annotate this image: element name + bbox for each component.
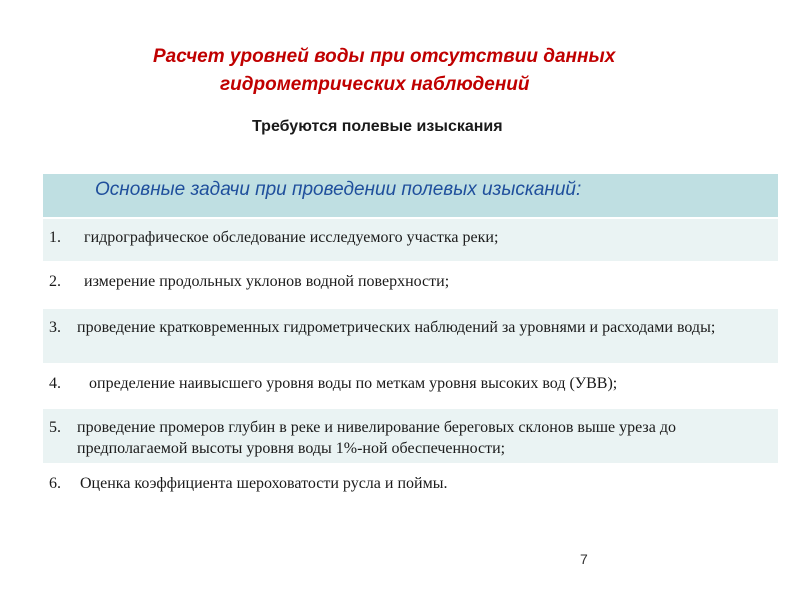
row-text: гидрографическое обследование исследуемого участка реки; [84, 229, 499, 246]
row-text: Оценка коэффициента шероховатости русла и поймы. [80, 475, 448, 492]
table-row [43, 407, 778, 463]
table-row [43, 261, 778, 307]
row-number: 2. [49, 273, 61, 290]
row-number: 1. [49, 229, 61, 246]
table-row [43, 363, 778, 407]
row-number: 3. [49, 319, 61, 336]
row-number: 6. [49, 475, 61, 492]
title-line-1: Расчет уровней воды при отсутствии данных [153, 46, 616, 67]
title-line-2: гидрометрических наблюдений [220, 74, 530, 95]
table-row [43, 217, 778, 261]
table-row [43, 307, 778, 363]
row-text: измерение продольных уклонов водной поверхности; [84, 273, 450, 290]
subtitle: Требуются полевые изыскания [252, 118, 503, 135]
row-text: проведение кратковременных гидрометрических наблюдений за уровнями и расходами воды; [77, 319, 716, 336]
tasks-table [43, 174, 778, 509]
page-number: 7 [580, 551, 588, 567]
row-number: 5. [49, 419, 61, 436]
table-header: Основные задачи при проведении полевых изысканий: [43, 174, 778, 217]
row-text: проведение промеров глубин в реке и нивелирование береговых склонов выше уреза до предполагаемой высоты уровня воды 1%-ной обеспеченности; [77, 419, 676, 457]
table-row [43, 463, 778, 509]
row-text: определение наивысшего уровня воды по меткам уровня высоких вод (УВВ); [89, 375, 618, 392]
row-number: 4. [49, 375, 61, 392]
